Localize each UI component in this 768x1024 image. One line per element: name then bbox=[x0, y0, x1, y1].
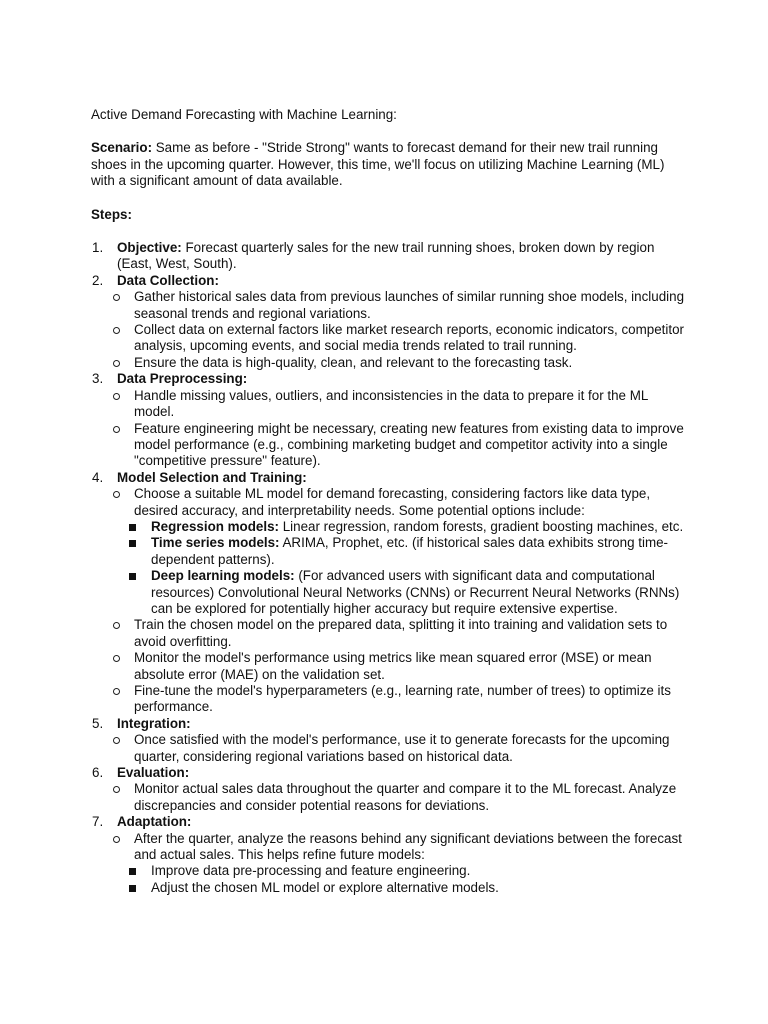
square-bullet-icon bbox=[129, 524, 136, 531]
step-3 bbox=[91, 371, 691, 387]
step-title: Objective: bbox=[117, 240, 182, 256]
step-number: 5. bbox=[92, 715, 104, 731]
step-2 bbox=[91, 273, 691, 289]
list-item: Handle missing values, outliers, and inconsistencies in the data to prepare it for the ML model. bbox=[91, 388, 691, 421]
step-4 bbox=[91, 470, 691, 486]
step-title: Model Selection and Training: bbox=[117, 469, 307, 485]
steps-heading: Steps: bbox=[91, 206, 132, 222]
list-item-nested: Improve data pre-processing and feature engineering. bbox=[91, 863, 691, 879]
square-bullet-icon bbox=[129, 573, 136, 580]
list-item: Fine-tune the model's hyperparameters (e.g., learning rate, number of trees) to optimize its performance. bbox=[91, 683, 691, 716]
step-title: Data Preprocessing: bbox=[117, 371, 248, 387]
list-item: Gather historical sales data from previous launches of similar running shoe models, including seasonal trends and regional variations. bbox=[91, 289, 691, 322]
document-title: Active Demand Forecasting with Machine Learning: bbox=[91, 107, 397, 122]
hollow-bullet-icon bbox=[113, 786, 120, 793]
hollow-bullet-icon bbox=[113, 393, 120, 400]
hollow-bullet-icon bbox=[113, 360, 120, 367]
list-item-nested: Regression models: Linear regression, random forests, gradient boosting machines, etc. bbox=[91, 519, 691, 535]
list-item-nested: Adjust the chosen ML model or explore alternative models. bbox=[91, 880, 691, 896]
document-page bbox=[91, 107, 691, 896]
step-title: Adaptation: bbox=[117, 814, 192, 830]
hollow-bullet-icon bbox=[113, 491, 120, 498]
hollow-bullet-icon bbox=[113, 327, 120, 334]
hollow-bullet-icon bbox=[113, 294, 120, 301]
step-title: Integration: bbox=[117, 715, 191, 731]
step-number: 6. bbox=[92, 765, 104, 781]
list-item: Collect data on external factors like market research reports, economic indicators, competitor analysis, upcoming events, and social media trends related to trail running. bbox=[91, 322, 691, 355]
step-text: Forecast quarterly sales for the new trail running shoes, broken down by region (East, West, South). bbox=[117, 240, 655, 272]
list-item: Monitor actual sales data throughout the quarter and compare it to the ML forecast. Analyze discrepancies and consider potential reasons for deviations. bbox=[91, 781, 691, 814]
step-number: 4. bbox=[92, 469, 104, 485]
step-7 bbox=[91, 814, 691, 830]
list-item: Choose a suitable ML model for demand forecasting, considering factors like data type, desired accuracy, and interpretability needs. Some potential options include: bbox=[91, 486, 691, 519]
hollow-bullet-icon bbox=[113, 836, 120, 843]
step-1 bbox=[91, 240, 691, 273]
square-bullet-icon bbox=[129, 868, 136, 875]
square-bullet-icon bbox=[129, 540, 136, 547]
step-title: Data Collection: bbox=[117, 272, 219, 288]
step-title: Evaluation: bbox=[117, 765, 190, 781]
list-item: Ensure the data is high-quality, clean, and relevant to the forecasting task. bbox=[91, 355, 691, 371]
hollow-bullet-icon bbox=[113, 737, 120, 744]
step-number: 1. bbox=[92, 240, 104, 256]
list-item-nested: Deep learning models: (For advanced users with significant data and computational resources) Convolutional Neural Networks (CNNs) or Recurrent Neural Networks (RNNs) can be explored for potentially higher accuracy but require extensive expertise. bbox=[91, 568, 691, 617]
step-5 bbox=[91, 716, 691, 732]
step-number: 3. bbox=[92, 371, 104, 387]
hollow-bullet-icon bbox=[113, 426, 120, 433]
scenario-text: Same as before - "Stride Strong" wants to forecast demand for their new trail running shoes in the upcoming quarter. However, this time, we'll focus on utilizing Machine Learning (ML) with a significant amount of data available. bbox=[91, 140, 665, 189]
list-item-nested: Time series models: ARIMA, Prophet, etc. (if historical sales data exhibits strong time-dependent patterns). bbox=[91, 535, 691, 568]
list-item: Monitor the model's performance using metrics like mean squared error (MSE) or mean absolute error (MAE) on the validation set. bbox=[91, 650, 691, 683]
list-item: Train the chosen model on the prepared data, splitting it into training and validation sets to avoid overfitting. bbox=[91, 617, 691, 650]
scenario-label: Scenario: bbox=[91, 140, 153, 156]
list-item: After the quarter, analyze the reasons behind any significant deviations between the forecast and actual sales. This helps refine future models: bbox=[91, 831, 691, 864]
step-number: 7. bbox=[92, 814, 104, 830]
hollow-bullet-icon bbox=[113, 622, 120, 629]
list-item: Once satisfied with the model's performance, use it to generate forecasts for the upcoming quarter, considering regional variations based on historical data. bbox=[91, 732, 691, 765]
hollow-bullet-icon bbox=[113, 655, 120, 662]
scenario-paragraph bbox=[91, 140, 691, 189]
hollow-bullet-icon bbox=[113, 688, 120, 695]
list-item: Feature engineering might be necessary, creating new features from existing data to improve model performance (e.g., combining marketing budget and competitor activity into a single "competitive pressure" feature). bbox=[91, 421, 691, 470]
step-number: 2. bbox=[92, 272, 104, 288]
square-bullet-icon bbox=[129, 885, 136, 892]
step-6 bbox=[91, 765, 691, 781]
